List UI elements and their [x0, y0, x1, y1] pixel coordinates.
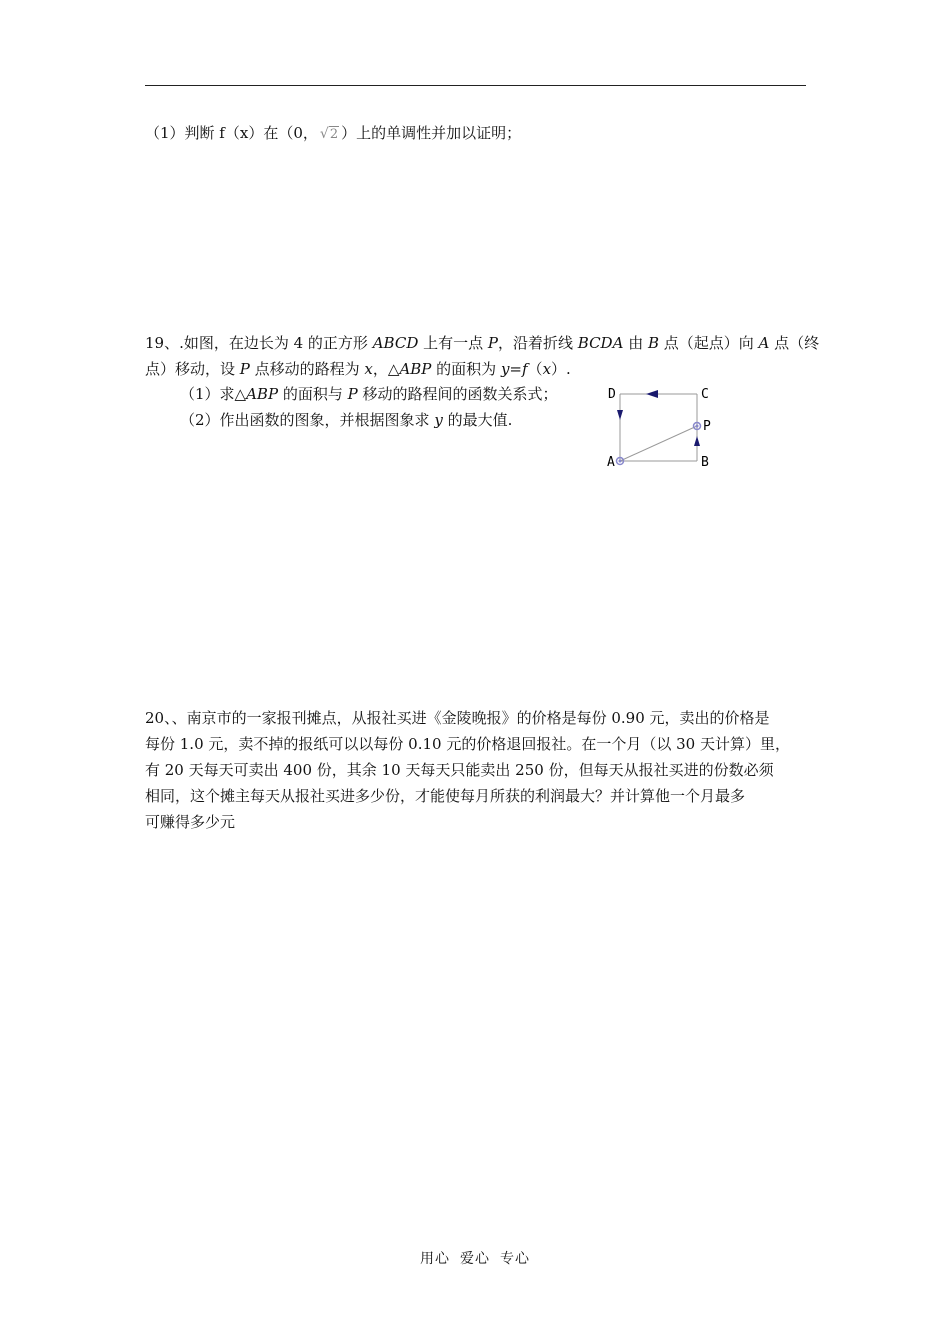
- q19-text: 上有一点: [418, 334, 488, 352]
- q19-var: BCDA: [577, 334, 624, 352]
- q19-line1: [145, 330, 819, 356]
- q19-line2: [145, 356, 571, 382]
- arrow-down-icon: [617, 410, 623, 420]
- q19-var: P: [487, 334, 498, 352]
- q19-text: 由: [623, 334, 648, 352]
- q19-var: B: [647, 334, 659, 352]
- q19-text: 点移动的路程为: [249, 360, 365, 378]
- label-p: P: [703, 419, 711, 434]
- q19-text: 的面积与: [278, 385, 348, 403]
- q19-text: （: [527, 360, 543, 378]
- label-b: B: [701, 455, 709, 470]
- q19-text: 19、.如图，在边长为 4 的正方形: [145, 334, 373, 352]
- q19-text: 点（终: [769, 334, 820, 352]
- q20-line1: 20、、南京市的一家报刊摊点，从报社买进《金陵晚报》的价格是每份 0.90 元，卖出的价格是: [145, 709, 770, 727]
- footer-item: 用心: [420, 1251, 450, 1267]
- q19-var: ABP: [246, 385, 279, 403]
- label-a: A: [607, 455, 615, 470]
- q19-text: （1）求△: [180, 385, 247, 403]
- q19-text: 点（起点）向: [659, 334, 759, 352]
- sqrt-2: √ 2: [319, 126, 339, 142]
- q19-var: y=f: [500, 360, 528, 378]
- arrow-up-icon: [694, 436, 700, 446]
- square-figure: [600, 380, 730, 475]
- q19-part1: [180, 381, 557, 407]
- q19-var: A: [758, 334, 770, 352]
- q19-text: 点）移动，设: [145, 360, 240, 378]
- point-p-dot: [696, 425, 699, 428]
- q19-var: P: [347, 385, 358, 403]
- q20-line4: 相同，这个摊主每天从报社买进多少份，才能使每月所获的利润最大？并计算他一个月最多: [145, 787, 746, 805]
- q18-part1-suffix: ）上的单调性并加以证明；: [341, 124, 522, 142]
- q19-var: x: [542, 360, 552, 378]
- q19-text: ，沿着折线: [498, 334, 578, 352]
- footer-item: 爱心: [460, 1251, 490, 1267]
- q19-part2: [180, 407, 512, 433]
- sqrt-radicand: 2: [329, 127, 339, 142]
- footer-item: 专心: [500, 1251, 530, 1267]
- label-d: D: [608, 387, 616, 402]
- q19-text: 的面积为: [431, 360, 501, 378]
- square-edges: [620, 394, 697, 461]
- q19-var: y: [434, 411, 443, 429]
- segment-ap: [620, 426, 697, 461]
- q20-line3: 有 20 天每天可卖出 400 份，其余 10 天每天只能卖出 250 份，但每天从报社买进的份数必须: [145, 761, 774, 779]
- point-a-dot: [619, 460, 622, 463]
- q19-text: ）.: [551, 360, 571, 378]
- q19-var: x: [364, 360, 373, 378]
- q19-var: P: [239, 360, 250, 378]
- q19-text: ，△: [372, 360, 400, 378]
- header-rule: [145, 85, 806, 86]
- q19-text: 的最大值.: [442, 411, 513, 429]
- q20-line2: 每份 1.0 元，卖不掉的报纸可以以每份 0.10 元的价格退回报社。在一个月（以 30 天计算）里，: [145, 735, 790, 753]
- q19-var: ABCD: [372, 334, 419, 352]
- page-footer: [0, 1248, 950, 1268]
- q18-part1-prefix: （1）判断 f（x）在（0，: [145, 124, 318, 142]
- q19-text: （2）作出函数的图象，并根据图象求: [180, 411, 435, 429]
- arrow-left-icon: [646, 390, 658, 398]
- q19-var: ABP: [399, 360, 432, 378]
- q18-part1: [145, 120, 521, 148]
- q19-text: 移动的路程间的函数关系式；: [357, 385, 558, 403]
- label-c: C: [701, 387, 709, 402]
- q20-line5: 可赚得多少元: [145, 813, 236, 831]
